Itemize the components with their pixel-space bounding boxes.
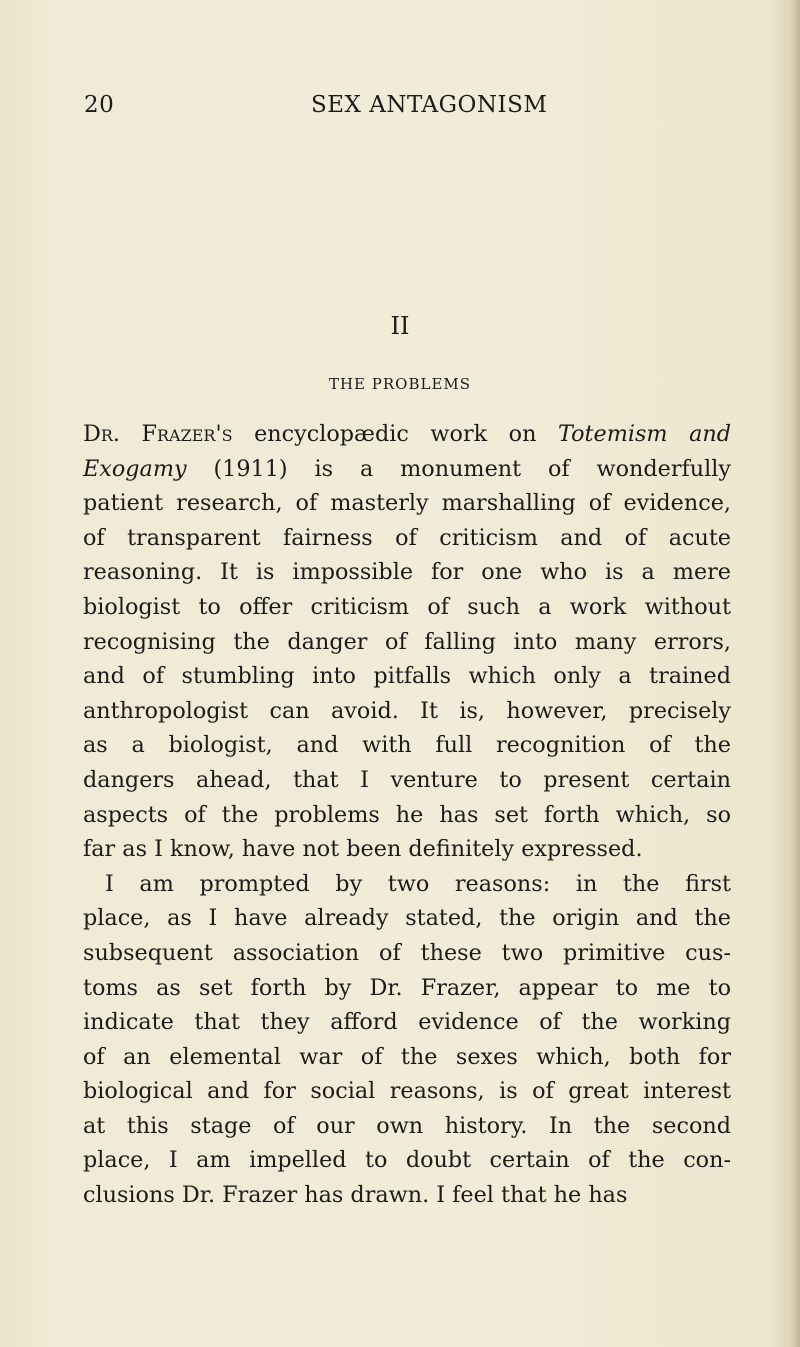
page-number: 20: [84, 92, 115, 118]
text-line: [83, 486, 731, 521]
text-line: [83, 867, 731, 902]
text-run: dangers ahead, that I venture to present certain: [83, 766, 731, 793]
text-line: [83, 936, 731, 971]
text-run: and of stumbling into pitfalls which only a trained: [83, 663, 731, 690]
text-line: [83, 798, 731, 833]
text-run: Totemism and: [557, 421, 732, 447]
text-run: place, I am impelled to doubt certain of the con-: [83, 1147, 731, 1174]
text-run: as a biologist, and with full recognition of the: [83, 732, 731, 759]
text-line: [83, 1040, 731, 1075]
text-line: [83, 971, 731, 1006]
text-run: reasoning. It is impossible for one who is a mere: [83, 559, 731, 586]
text-run: Exogamy: [83, 455, 187, 482]
text-line: [83, 417, 731, 452]
text-line: [83, 452, 731, 487]
body-text: [83, 417, 731, 1213]
chapter-title: THE PROBLEMS: [328, 375, 472, 393]
text-line: [83, 1005, 731, 1040]
text-line: [83, 659, 731, 694]
text-line: [83, 590, 731, 625]
text-run: subsequent association of these two primitive cus-: [83, 939, 731, 966]
text-run: of transparent fairness of criticism and of acute: [83, 524, 731, 551]
text-run: I am prompted by two reasons: in the first: [105, 870, 731, 897]
text-line: [83, 1143, 731, 1178]
text-run: far as I know, have not been definitely expressed.: [83, 836, 643, 863]
text-run: indicate that they afford evidence of the working: [83, 1009, 731, 1036]
text-run: toms as set forth by Dr. Frazer, appear to me to: [83, 974, 731, 1001]
text-run: aspects of the problems he has set forth which, so: [83, 801, 731, 828]
text-line: [83, 728, 731, 763]
text-run: of an elemental war of the sexes which, both for: [83, 1043, 731, 1070]
text-run: Dr. Frazer's: [83, 421, 233, 447]
text-run: clusions Dr. Frazer has drawn. I feel that he has: [83, 1182, 628, 1209]
running-head: [84, 92, 724, 126]
text-run: biologist to offer criticism of such a work without: [83, 593, 731, 620]
text-run: recognising the danger of falling into many errors,: [83, 628, 731, 655]
text-line: [83, 1074, 731, 1109]
text-line: [83, 694, 731, 729]
text-line: [83, 555, 731, 590]
paragraph: [83, 867, 731, 1213]
text-run: anthropologist can avoid. It is, however, precisely: [83, 697, 731, 724]
text-run: patient research, of masterly marshalling of evidence,: [83, 490, 731, 517]
text-run: encyclopædic work on: [232, 421, 558, 447]
text-run: place, as I have already stated, the origin and the: [83, 905, 731, 932]
text-line: [83, 901, 731, 936]
text-run: at this stage of our own history. In the second: [83, 1112, 731, 1139]
text-line: [83, 1178, 731, 1213]
text-run: (1911) is a monument of wonderfully: [186, 455, 731, 482]
text-line: [83, 521, 731, 556]
text-line: [83, 625, 731, 660]
text-line: [83, 763, 731, 798]
running-title: SEX ANTAGONISM: [311, 92, 548, 118]
chapter-number: II: [390, 312, 410, 340]
text-run: biological and for social reasons, is of great interest: [83, 1078, 731, 1105]
page-edge-shadow: [790, 0, 800, 1347]
text-line: [83, 832, 731, 867]
text-line: [83, 1109, 731, 1144]
paragraph: [83, 417, 731, 867]
